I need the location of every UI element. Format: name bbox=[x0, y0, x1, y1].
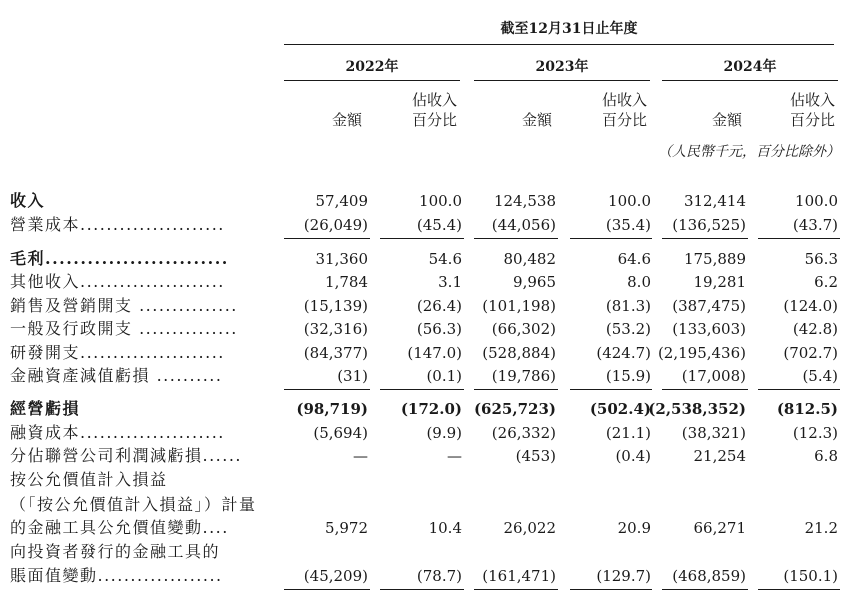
amount-cell: (387,475) bbox=[672, 297, 746, 315]
subtotal-rule bbox=[758, 389, 840, 390]
pct-cell: (21.1) bbox=[605, 424, 651, 442]
pct-cell: 54.6 bbox=[428, 250, 462, 268]
pct-header-2024-line2: 百分比 bbox=[789, 111, 835, 129]
pct-cell: (0.1) bbox=[426, 367, 462, 385]
amount-header-2024: 金額 bbox=[711, 111, 742, 129]
amount-cell: 312,414 bbox=[683, 192, 746, 210]
table-row bbox=[0, 397, 854, 421]
pct-cell: (12.3) bbox=[792, 424, 838, 442]
row-label: 融資成本...................... bbox=[10, 423, 225, 442]
subtotal-rule bbox=[380, 389, 464, 390]
row-label: 收入 bbox=[10, 191, 46, 210]
pct-cell: (42.8) bbox=[792, 320, 838, 338]
pct-cell: (9.9) bbox=[426, 424, 462, 442]
year-rule-2023 bbox=[474, 80, 650, 81]
pct-cell: (812.5) bbox=[776, 400, 838, 418]
pct-cell: (26.4) bbox=[416, 297, 462, 315]
amount-cell: (19,786) bbox=[491, 367, 556, 385]
year-rule-2024 bbox=[662, 80, 838, 81]
subtotal-rule bbox=[284, 589, 370, 590]
pct-cell: (702.7) bbox=[783, 344, 838, 362]
amount-cell: 175,889 bbox=[683, 250, 746, 268]
amount-header-2022: 金額 bbox=[331, 111, 362, 129]
pct-cell: (81.3) bbox=[605, 297, 651, 315]
amount-cell: 5,972 bbox=[325, 519, 368, 537]
amount-cell: (625,723) bbox=[473, 400, 556, 418]
pct-cell: 100.0 bbox=[608, 192, 651, 210]
table-row bbox=[0, 270, 854, 294]
amount-cell: 66,271 bbox=[693, 519, 746, 537]
table-row bbox=[0, 213, 854, 237]
pct-cell bbox=[728, 468, 838, 492]
subtotal-rule bbox=[662, 238, 748, 239]
amount-cell: (26,332) bbox=[491, 424, 556, 442]
row-label: 研發開支...................... bbox=[10, 343, 225, 362]
row-label: 一般及行政開支 ............... bbox=[10, 319, 238, 338]
row-label: 毛利.......................... bbox=[10, 249, 229, 268]
year-2022: 2022年 bbox=[345, 59, 399, 75]
pct-cell: 21.2 bbox=[804, 519, 838, 537]
amount-cell: 124,538 bbox=[493, 192, 556, 210]
pct-cell: (502.4) bbox=[589, 400, 651, 418]
pct-cell: (424.7) bbox=[596, 344, 651, 362]
year-2023: 2023年 bbox=[535, 59, 589, 75]
row-label: 賬面值變動................... bbox=[10, 566, 223, 585]
pct-cell bbox=[541, 540, 651, 564]
pct-cell: 20.9 bbox=[617, 519, 651, 537]
amount-cell: (136,525) bbox=[672, 216, 746, 234]
row-label: 金融資產減值虧損 .......... bbox=[10, 366, 223, 385]
table-row bbox=[0, 468, 854, 492]
table-row bbox=[0, 341, 854, 365]
pct-cell: (78.7) bbox=[416, 567, 462, 585]
amount-cell: 9,965 bbox=[513, 273, 556, 291]
row-label: 經營虧損 bbox=[10, 399, 81, 418]
pct-header-2023-line1: 佔收入 bbox=[601, 91, 647, 109]
pct-cell: (56.3) bbox=[416, 320, 462, 338]
pct-cell: 3.1 bbox=[438, 273, 462, 291]
amount-cell: (2,195,436) bbox=[657, 344, 746, 362]
amount-cell: 26,022 bbox=[503, 519, 556, 537]
amount-cell: (44,056) bbox=[491, 216, 556, 234]
pct-cell: (15.9) bbox=[605, 367, 651, 385]
pct-cell bbox=[541, 493, 651, 517]
pct-cell: 56.3 bbox=[804, 250, 838, 268]
amount-cell: (161,471) bbox=[482, 567, 556, 585]
subtotal-rule bbox=[570, 238, 652, 239]
subtotal-rule bbox=[570, 389, 652, 390]
table-row bbox=[0, 364, 854, 388]
subtotal-rule bbox=[284, 238, 370, 239]
row-label: （「按公允價值計入損益」）計量 bbox=[10, 495, 257, 514]
amount-cell: (15,139) bbox=[303, 297, 368, 315]
pct-cell: 6.2 bbox=[814, 273, 838, 291]
amount-cell: (38,321) bbox=[681, 424, 746, 442]
table-row bbox=[0, 317, 854, 341]
amount-cell: (17,008) bbox=[681, 367, 746, 385]
amount-cell: 21,254 bbox=[693, 447, 746, 465]
amount-cell: (453) bbox=[515, 447, 556, 465]
row-label: 按公允價值計入損益 bbox=[10, 470, 168, 489]
amount-cell: (84,377) bbox=[303, 344, 368, 362]
pct-cell: 8.0 bbox=[627, 273, 651, 291]
header-rule bbox=[284, 44, 834, 45]
pct-cell: (150.1) bbox=[783, 567, 838, 585]
row-label: 其他收入...................... bbox=[10, 272, 225, 291]
amount-cell bbox=[446, 493, 556, 517]
units-note: （人民幣千元，百分比除外） bbox=[658, 144, 840, 160]
subtotal-rule bbox=[474, 389, 558, 390]
table-row bbox=[0, 189, 854, 213]
pct-cell bbox=[541, 468, 651, 492]
amount-cell: (98,719) bbox=[296, 400, 368, 418]
pct-cell: (45.4) bbox=[416, 216, 462, 234]
subtotal-rule bbox=[758, 589, 840, 590]
amount-cell bbox=[446, 468, 556, 492]
amount-cell: 57,409 bbox=[315, 192, 368, 210]
pct-header-2022-line1: 佔收入 bbox=[411, 91, 457, 109]
pct-cell: — bbox=[447, 447, 462, 465]
period-header: 截至12月31日止年度 bbox=[500, 21, 638, 37]
table-row bbox=[0, 444, 854, 468]
amount-cell: (26,049) bbox=[303, 216, 368, 234]
table-row bbox=[0, 564, 854, 588]
subtotal-rule bbox=[662, 389, 748, 390]
year-2024: 2024年 bbox=[723, 59, 777, 75]
subtotal-rule bbox=[662, 589, 748, 590]
subtotal-rule bbox=[284, 389, 370, 390]
table-row bbox=[0, 493, 854, 517]
table-row bbox=[0, 247, 854, 271]
pct-cell: (5.4) bbox=[802, 367, 838, 385]
amount-cell: 80,482 bbox=[503, 250, 556, 268]
amount-cell: (528,884) bbox=[482, 344, 556, 362]
pct-cell: (0.4) bbox=[615, 447, 651, 465]
subtotal-rule bbox=[474, 238, 558, 239]
amount-cell: (66,302) bbox=[491, 320, 556, 338]
pct-cell bbox=[728, 540, 838, 564]
pct-cell: (147.0) bbox=[407, 344, 462, 362]
pct-header-2024-line1: 佔收入 bbox=[789, 91, 835, 109]
amount-cell: (32,316) bbox=[303, 320, 368, 338]
amount-cell: (468,859) bbox=[672, 567, 746, 585]
pct-cell: (172.0) bbox=[400, 400, 462, 418]
amount-cell: (31) bbox=[337, 367, 368, 385]
subtotal-rule bbox=[380, 589, 464, 590]
pct-cell: (129.7) bbox=[596, 567, 651, 585]
amount-cell: 1,784 bbox=[325, 273, 368, 291]
amount-cell: (133,603) bbox=[672, 320, 746, 338]
subtotal-rule bbox=[380, 238, 464, 239]
amount-header-2023: 金額 bbox=[521, 111, 552, 129]
amount-cell bbox=[446, 540, 556, 564]
pct-cell: 100.0 bbox=[419, 192, 462, 210]
amount-cell: 31,360 bbox=[315, 250, 368, 268]
pct-header-2022-line2: 百分比 bbox=[411, 111, 457, 129]
year-rule-2022 bbox=[284, 80, 460, 81]
row-label: 的金融工具公允價值變動.... bbox=[10, 518, 229, 537]
amount-cell: (45,209) bbox=[303, 567, 368, 585]
subtotal-rule bbox=[758, 238, 840, 239]
table-row bbox=[0, 516, 854, 540]
row-label: 分佔聯營公司利潤減虧損...... bbox=[10, 446, 243, 465]
pct-cell: (35.4) bbox=[605, 216, 651, 234]
subtotal-rule bbox=[474, 589, 558, 590]
table-row bbox=[0, 540, 854, 564]
pct-cell: 64.6 bbox=[617, 250, 651, 268]
table-row bbox=[0, 294, 854, 318]
amount-cell: (101,198) bbox=[482, 297, 556, 315]
amount-cell: (5,694) bbox=[313, 424, 368, 442]
subtotal-rule bbox=[570, 589, 652, 590]
row-label: 向投資者發行的金融工具的 bbox=[10, 542, 221, 561]
row-label: 銷售及營銷開支 ............... bbox=[10, 296, 238, 315]
row-label: 營業成本...................... bbox=[10, 215, 225, 234]
pct-cell: (53.2) bbox=[605, 320, 651, 338]
amount-cell: 19,281 bbox=[693, 273, 746, 291]
amount-cell: (2,538,352) bbox=[648, 400, 746, 418]
pct-cell: 10.4 bbox=[428, 519, 462, 537]
pct-header-2023-line2: 百分比 bbox=[601, 111, 647, 129]
pct-cell: (43.7) bbox=[792, 216, 838, 234]
pct-cell bbox=[728, 493, 838, 517]
pct-cell: (124.0) bbox=[783, 297, 838, 315]
amount-cell: — bbox=[353, 447, 368, 465]
pct-cell: 6.8 bbox=[814, 447, 838, 465]
table-row bbox=[0, 421, 854, 445]
pct-cell: 100.0 bbox=[795, 192, 838, 210]
